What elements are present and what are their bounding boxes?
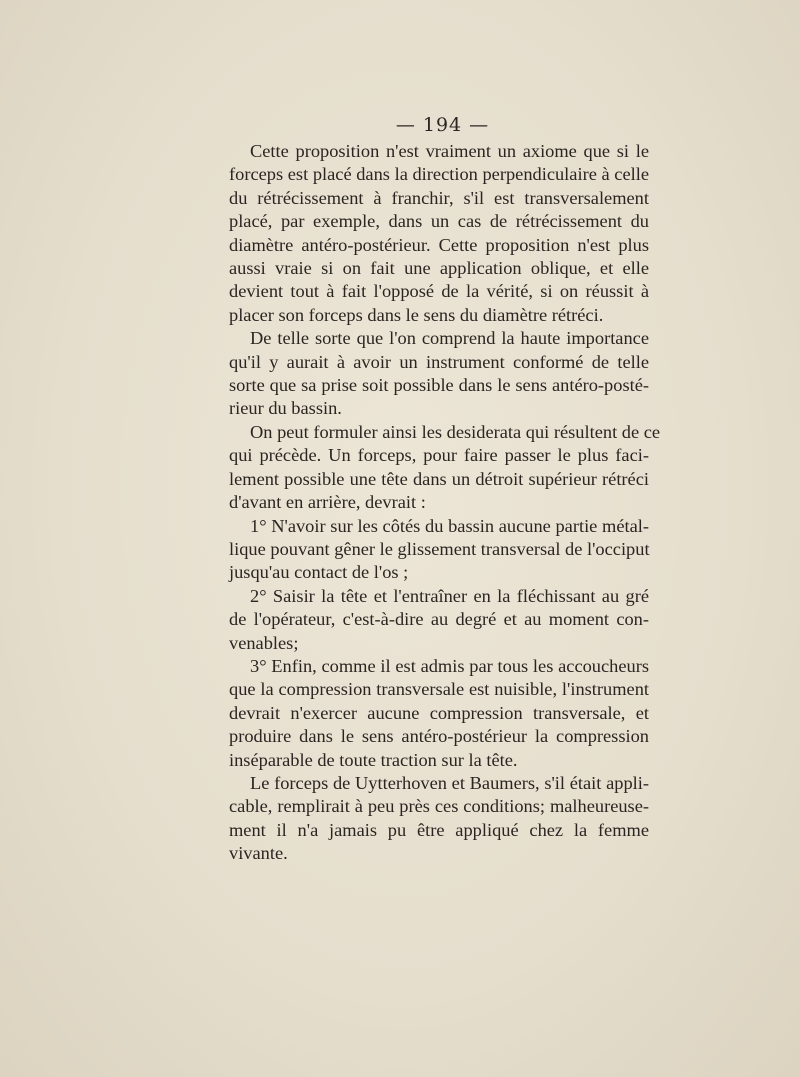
paragraph — [229, 327, 649, 421]
text-line: vivante. — [229, 843, 288, 864]
text-line: lement possible une tête dans un détroit supérieur rétréci — [229, 468, 649, 489]
text-line: inséparable de toute traction sur la tête. — [229, 749, 518, 770]
text-line: devrait n'exercer aucune compression transversale, et — [229, 702, 649, 723]
paragraph — [229, 515, 649, 585]
text-line: rieur du bassin. — [229, 398, 342, 419]
page-number: — 194 — — [395, 114, 490, 136]
text-line: forceps est placé dans la direction perpendiculaire à celle — [229, 164, 649, 185]
text-line: qui précède. Un forceps, pour faire passer le plus faci- — [229, 445, 649, 466]
text-line: produire dans le sens antéro-postérieur la compression — [229, 726, 649, 747]
paragraph — [229, 585, 649, 655]
body-text — [229, 140, 661, 866]
text-line: du rétrécissement à franchir, s'il est transversalement — [229, 187, 649, 208]
text-line: 1° N'avoir sur les côtés du bassin aucune partie métal- — [250, 515, 649, 536]
text-line: sorte que sa prise soit possible dans le sens antéro-posté- — [229, 375, 649, 396]
text-line: 3° Enfin, comme il est admis par tous les accoucheurs — [250, 655, 649, 676]
text-line: d'avant en arrière, devrait : — [229, 492, 426, 513]
text-line: diamètre antéro-postérieur. Cette proposition n'est plus — [229, 234, 649, 255]
paragraph — [229, 655, 649, 772]
text-line: On peut formuler ainsi les desiderata qui résultent de ce — [250, 421, 661, 442]
text-line: que la compression transversale est nuisible, l'instrument — [229, 679, 649, 700]
text-line: jusqu'au contact de l'os ; — [229, 562, 409, 583]
paragraph — [229, 421, 661, 515]
text-line: De telle sorte que l'on comprend la haute importance — [250, 328, 649, 349]
text-line: aussi vraie si on fait une application oblique, et elle — [229, 258, 649, 279]
text-line: de l'opérateur, c'est-à-dire au degré et au moment con- — [229, 609, 649, 630]
text-line: devient tout à fait l'opposé de la vérité, si on réussit à — [229, 281, 649, 302]
text-line: qu'il y aurait à avoir un instrument conformé de telle — [229, 351, 649, 372]
text-line: cable, remplirait à peu près ces conditions; malheureuse- — [229, 796, 649, 817]
text-line: placer son forceps dans le sens du diamètre rétréci. — [229, 304, 604, 325]
text-line: venables; — [229, 632, 299, 653]
text-line: ment il n'a jamais pu être appliqué chez la femme — [229, 819, 649, 840]
paragraph — [229, 140, 649, 327]
paragraph — [229, 772, 649, 866]
text-line: Le forceps de Uytterhoven et Baumers, s'il était appli- — [250, 772, 649, 793]
text-line: lique pouvant gêner le glissement transversal de l'occiput — [229, 538, 650, 559]
text-line: 2° Saisir la tête et l'entraîner en la fléchissant au gré — [250, 585, 649, 606]
text-line: placé, par exemple, dans un cas de rétrécissement du — [229, 211, 649, 232]
text-line: Cette proposition n'est vraiment un axiome que si le — [250, 141, 649, 161]
